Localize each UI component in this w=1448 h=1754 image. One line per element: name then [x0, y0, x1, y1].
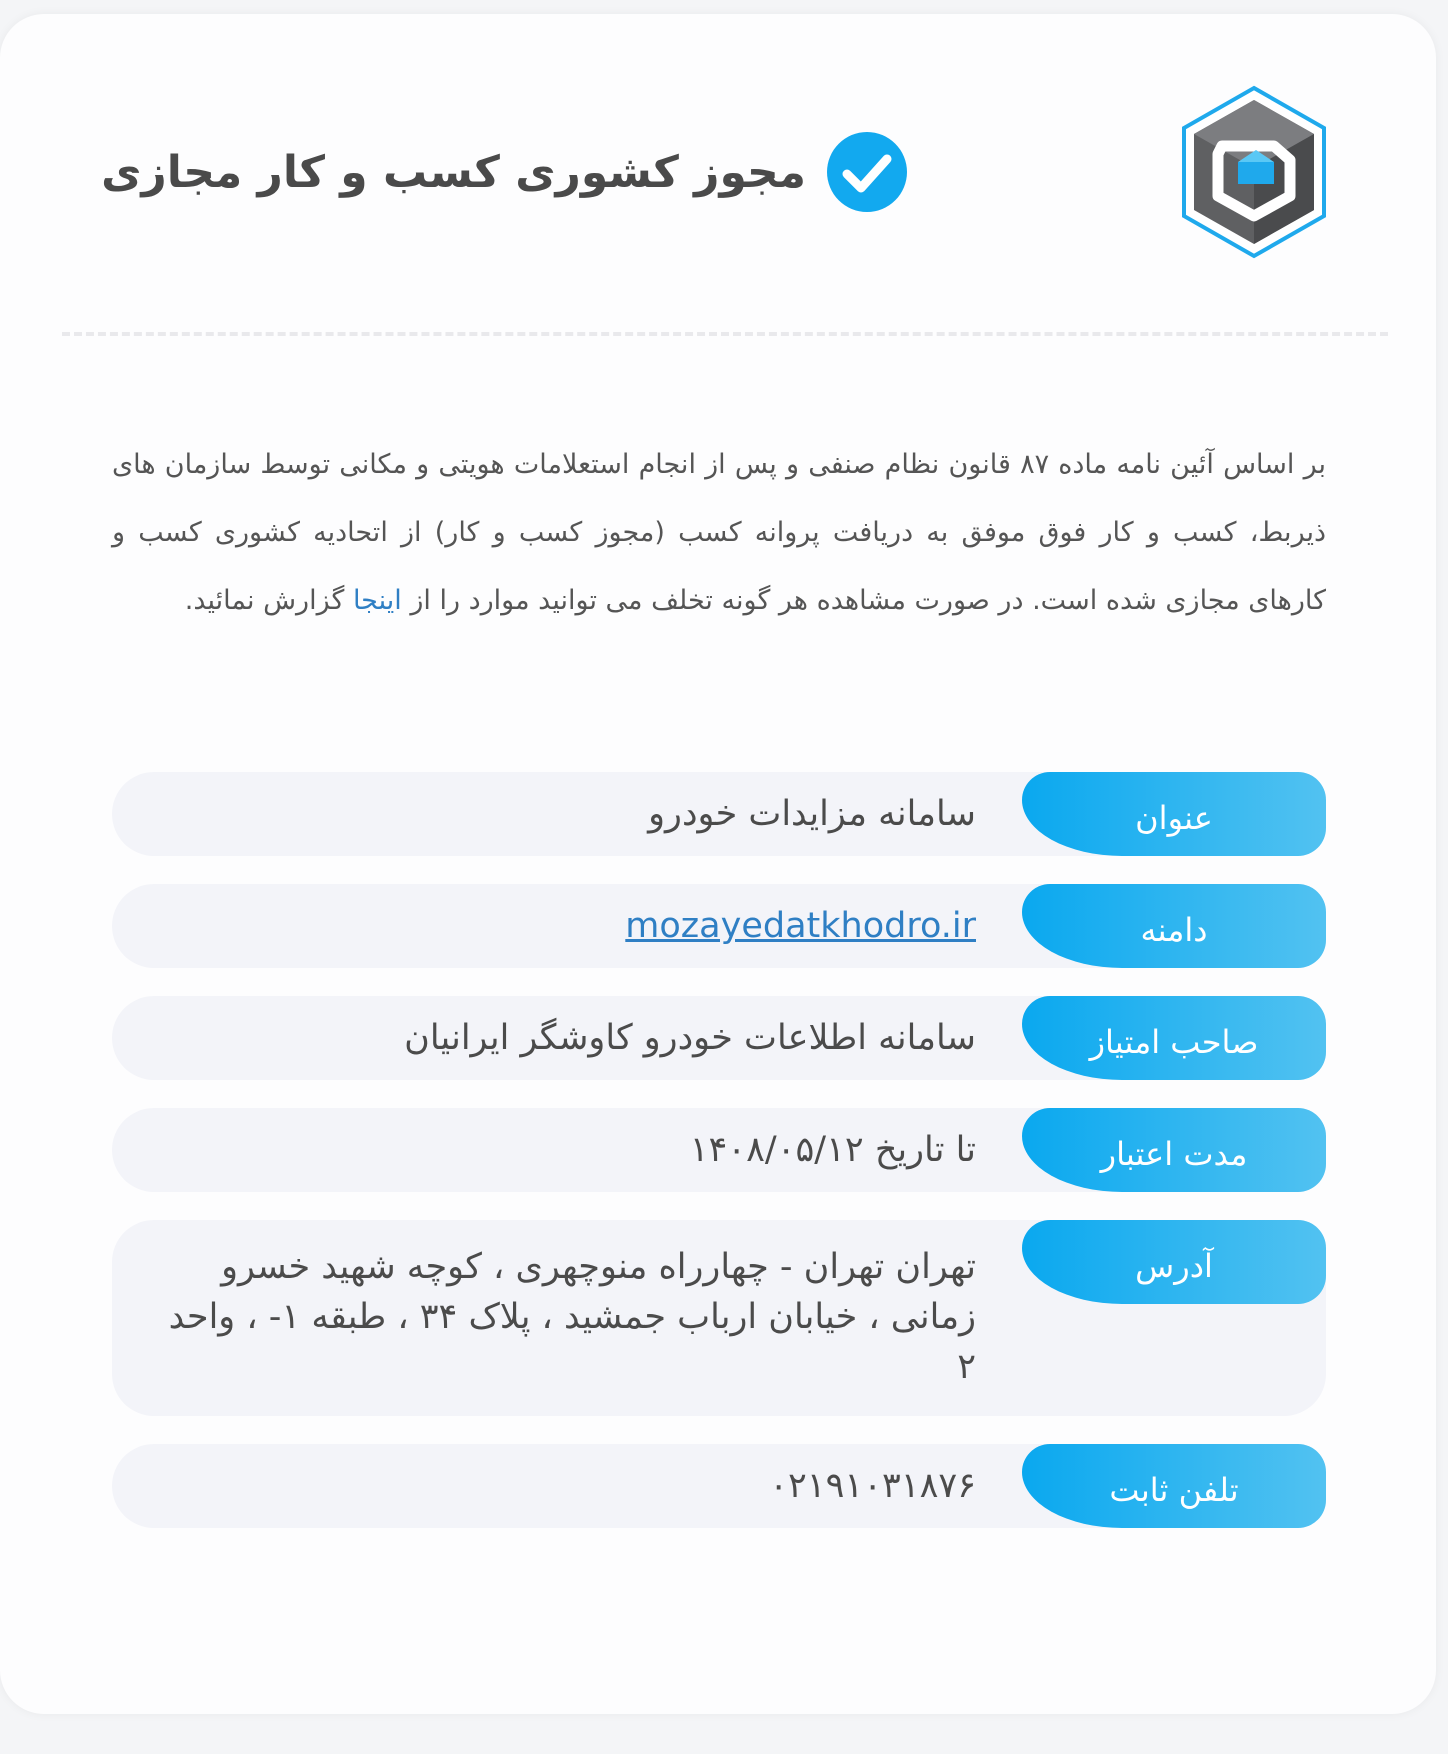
owner-value: سامانه اطلاعات خودرو کاوشگر ایرانیان	[404, 1018, 976, 1058]
address-value: تهران تهران - چهارراه منوچهری ، کوچه شهید خسرو زمانی ، خیابان ارباب جمشید ، پلاک ۳۴ ، طبقه ۱- ، واحد ۲	[168, 1247, 976, 1387]
domain-link[interactable]: mozayedatkhodro.ir	[625, 906, 976, 946]
info-row-title	[112, 772, 1326, 856]
validity-label: مدت اعتبار	[1022, 1108, 1326, 1192]
dashed-divider	[62, 332, 1388, 336]
validity-value: تا تاریخ ۱۴۰۸/۰۵/۱۲	[689, 1130, 976, 1170]
owner-label: صاحب امتیاز	[1022, 996, 1326, 1080]
description-text	[112, 431, 1326, 635]
page-title: مجوز کشوری کسب و کار مجازی	[101, 146, 806, 198]
address-label: آدرس	[1022, 1220, 1326, 1304]
title-value: سامانه مزایدات خودرو	[648, 794, 976, 834]
domain-label: دامنه	[1022, 884, 1326, 968]
domain-value	[152, 884, 976, 968]
info-row-address	[112, 1220, 1326, 1416]
phone-label: تلفن ثابت	[1022, 1444, 1326, 1528]
info-row-domain	[112, 884, 1326, 968]
verified-check-icon	[824, 129, 910, 215]
info-row-phone	[112, 1444, 1326, 1528]
description-tail: گزارش نمائید.	[184, 585, 345, 616]
info-row-owner	[112, 996, 1326, 1080]
header	[100, 122, 910, 222]
title-label: عنوان	[1022, 772, 1326, 856]
info-row-validity	[112, 1108, 1326, 1192]
license-card	[0, 14, 1436, 1714]
report-link[interactable]: اینجا	[352, 585, 402, 616]
description-body: بر اساس آئین نامه ماده ۸۷ قانون نظام صنفی و پس از انجام استعلامات هویتی و مکانی توسط سازمان های ذیربط، کسب و کار فوق موفق به دریافت پروانه کسب (مجوز کسب و کار) از اتحادیه کشوری کسب و کارهای مجازی شده است. در صورت مشاهده هر گونه تخلف می توانید موارد را از	[112, 449, 1326, 616]
phone-value: ۰۲۱۹۱۰۳۱۸۷۶	[769, 1466, 976, 1506]
enamad-logo-icon	[1178, 84, 1330, 260]
